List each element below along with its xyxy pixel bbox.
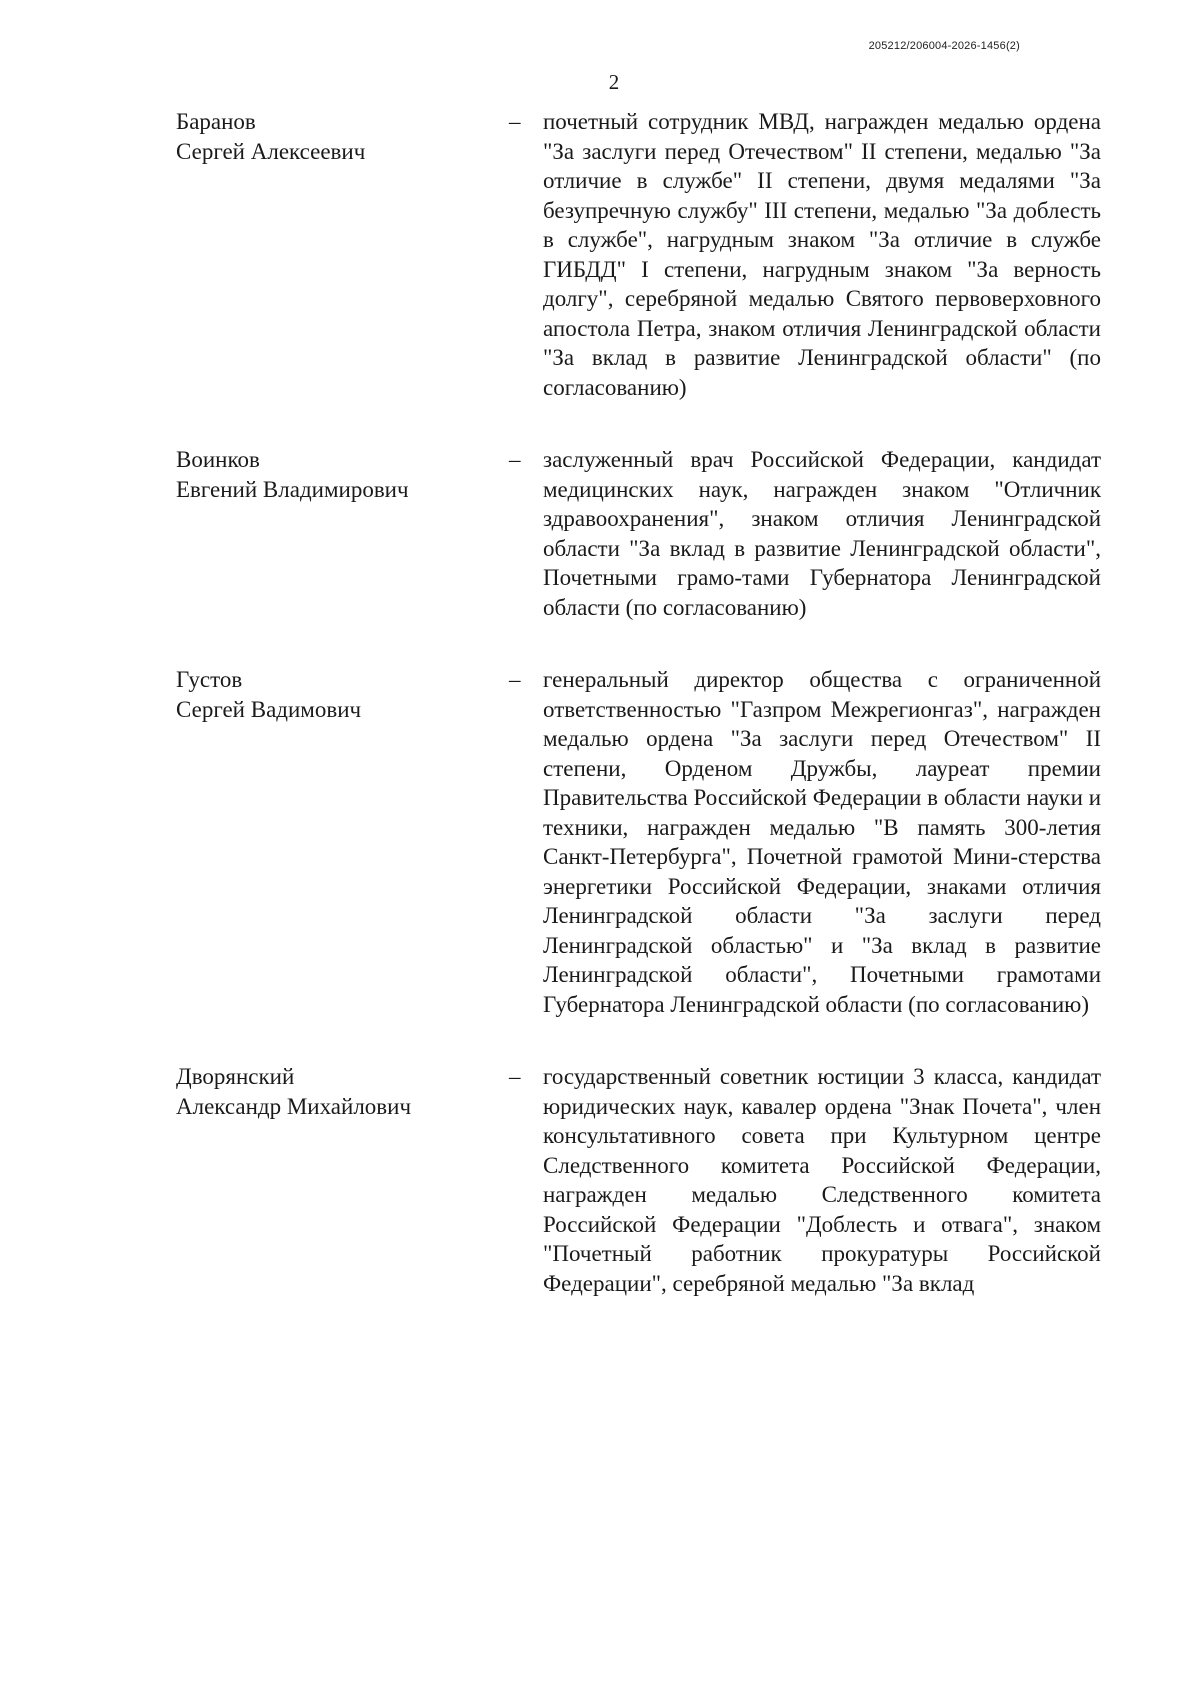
member-entry — [176, 445, 1101, 622]
member-given-names: Сергей Алексеевич — [176, 138, 366, 164]
member-given-names: Евгений Владимирович — [176, 476, 409, 502]
member-name — [176, 107, 509, 166]
member-name — [176, 445, 509, 504]
member-surname: Баранов — [176, 109, 256, 134]
member-surname: Густов — [176, 667, 243, 692]
entry-dash: – — [509, 1064, 521, 1089]
member-description: генеральный директор общества с ограниченной ответственностью "Газпром Межрегионгаз", награжден медалью ордена "За заслуги перед Отечеством" II степени, Орденом Дружбы, лауреат премии Правительства Российской Федерации в области науки и техники, награжден медалью "В память 300-летия Санкт-Петербурга", Почетной грамотой Мини-стерства энергетики Российской Федерации, знаками отличия Ленинградской области "За заслуги перед Ленинградской областью" и "За вклад в развитие Ленинградской области", Почетными грамотами Губернатора Ленинградской области (по согласованию) — [543, 667, 1101, 1017]
entry-dash: – — [509, 667, 521, 692]
entry-dash: – — [509, 109, 521, 134]
member-description: почетный сотрудник МВД, награжден медалью ордена "За заслуги перед Отечеством" II степени, медалью "За отличие в службе" II степени, двумя медалями "За безупречную службу" III степени, медалью "За доблесть в службе", нагрудным знаком "За отличие в службе ГИБДД" I степени, нагрудным знаком "За верность долгу", серебряной медалью Святого первоверховного апостола Петра, знаком отличия Ленинградской области "За вклад в развитие Ленинградской области" (по согласованию) — [543, 109, 1101, 400]
member-entry — [176, 1062, 1101, 1298]
member-list — [176, 107, 1101, 1298]
member-given-names: Сергей Вадимович — [176, 696, 362, 722]
member-description: государственный советник юстиции 3 класса, кандидат юридических наук, кавалер ордена "Знак Почета", член консультативного совета при Культурном центре Следственного комитета Российской Федерации, награжден медалью Следственного комитета Российской Федерации "Доблесть и отвага", знаком "Почетный работник прокуратуры Российской Федерации", серебряной медалью "За вклад — [543, 1064, 1101, 1296]
entry-dash: – — [509, 447, 521, 472]
member-entry — [176, 107, 1101, 402]
member-description: заслуженный врач Российской Федерации, кандидат медицинских наук, награжден знаком "Отличник здравоохранения", знаком отличия Ленинградской области "За вклад в развитие Ленинградской области", Почетными грамо-тами Губернатора Ленинградской области (по согласованию) — [543, 447, 1101, 620]
page-number: 2 — [608, 70, 620, 94]
document-number: 205212/206004-2026-1456(2) — [868, 40, 1020, 52]
member-given-names: Александр Михайлович — [176, 1093, 412, 1119]
member-entry — [176, 665, 1101, 1019]
member-name — [176, 665, 509, 724]
member-surname: Дворянский — [176, 1064, 295, 1089]
member-name — [176, 1062, 509, 1121]
member-surname: Воинков — [176, 447, 260, 472]
